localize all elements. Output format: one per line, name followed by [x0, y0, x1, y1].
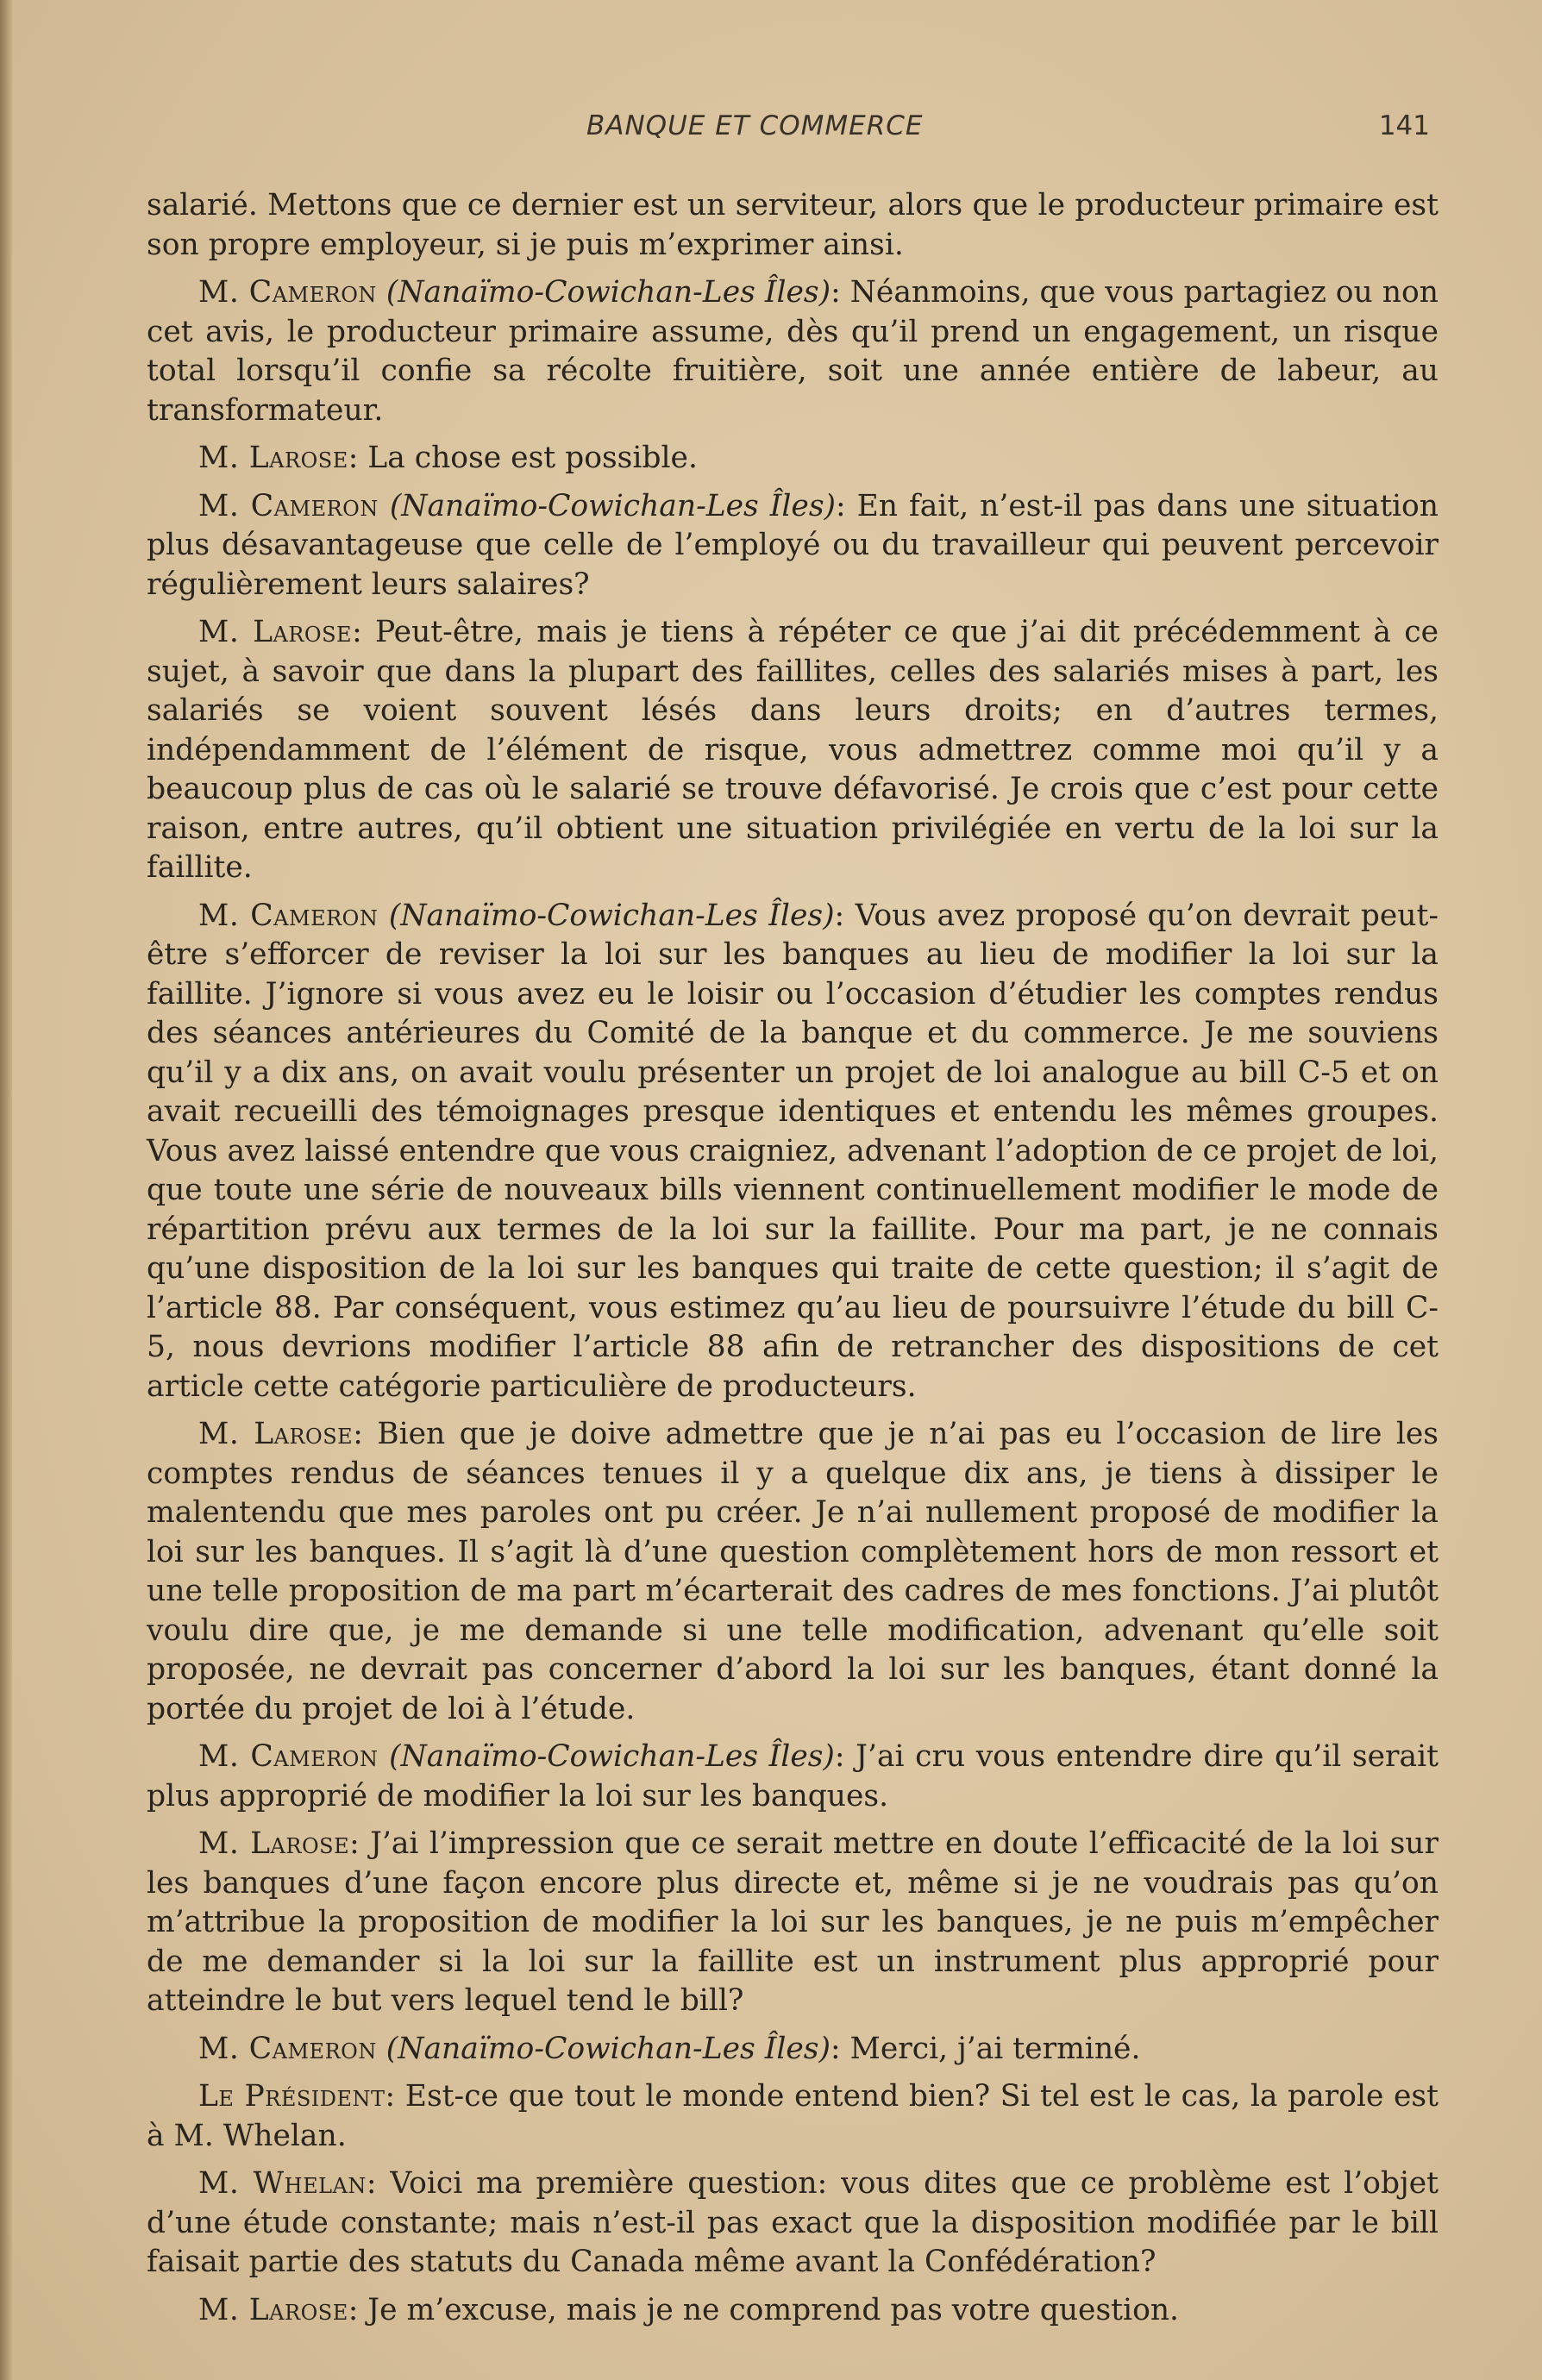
speaker-name: M. Cameron: [198, 1739, 379, 1774]
paragraph-text: : Bien que je doive admettre que je n’ai pas eu l’occasion de lire les comptes rendus de séances tenues il y a quelque dix ans, je tiens à dissiper le malentendu que mes paroles ont pu créer. Je n’ai nullement proposé de modifier la loi sur les banques. Il s’agit là d’une question complètement hors de mon ressort et une telle proposition de ma part m’écarterait des cadres de mes fonctions. J’ai plutôt voulu dire que, je me demande si une telle modification, advenant qu’elle soit proposée, ne devrait pas concerner d’abord la loi sur les banques, étant donné la portée du projet de loi à l’étude.: [147, 1417, 1439, 1726]
paragraph: [147, 1415, 1439, 1729]
speaker-name: M. Cameron: [198, 488, 379, 523]
speaker-name: M. Larose: [198, 2292, 348, 2327]
paragraph-text: : Peut-être, mais je tiens à répéter ce que j’ai dit précédemment à ce sujet, à savoir que dans la plupart des faillites, celles des salariés mises à part, les salariés se voient souvent lésés dans leurs droits; en d’autres termes, indépendamment de l’élément de risque, vous admettrez comme moi qu’il y a beaucoup plus de cas où le salarié se trouve défavorisé. Je crois que c’est pour cette raison, entre autres, qu’il obtient une situation privilégiée en vertu de la loi sur la faillite.: [147, 615, 1439, 885]
paragraph-text: : Néanmoins, que vous partagiez ou non cet avis, le producteur primaire assume, dès qu’il prend un engagement, un risque total lorsqu’il confie sa récolte fruitière, soit une année entière de labeur, au transformateur.: [147, 275, 1439, 428]
paragraph: [147, 186, 1439, 265]
speaker-riding: (Nanaïmo-Cowichan-Les Îles): [386, 275, 831, 310]
paragraph-text: salarié. Mettons que ce dernier est un serviteur, alors que le producteur primaire est son propre employeur, si je puis m’exprimer ainsi.: [147, 188, 1439, 262]
page-number: 141: [1378, 110, 1430, 141]
speaker-name: M. Cameron: [198, 275, 377, 310]
paragraph-text: : Vous avez proposé qu’on devrait peut-être s’efforcer de reviser la loi sur les banques au lieu de modifier la loi sur la faillite. J’ignore si vous avez eu le loisir ou l’occasion d’étudier les comptes rendus des séances antérieures du Comité de la banque et du commerce. Je me souviens qu’il y a dix ans, on avait voulu présenter un projet de loi analogue au bill C-5 et on avait recueilli des témoignages presque identiques et entendu les mêmes groupes. Vous avez laissé entendre que vous craigniez, advenant l’adoption de ce projet de loi, que toute une série de nouveaux bills viennent continuellement modifier le mode de répartition prévu aux termes de la loi sur la faillite. Pour ma part, je ne connais qu’une disposition de la loi sur les banques qui traite de cette question; il s’agit de l’article 88. Par conséquent, vous estimez qu’au lieu de poursuivre l’étude du bill C-5, nous devrions modifier l’article 88 afin de retrancher des dispositions de cet article cette catégorie particulière de producteurs.: [147, 898, 1439, 1404]
paragraph: [147, 487, 1439, 605]
speaker-name: Le Président: [198, 2079, 386, 2114]
speaker-name: M. Cameron: [198, 2031, 377, 2066]
paragraph: [147, 439, 1439, 479]
paragraph: [147, 897, 1439, 1407]
paragraph-text: : J’ai cru vous entendre dire qu’il serait plus approprié de modifier la loi sur les banques.: [147, 1739, 1439, 1813]
paragraph: [147, 2164, 1439, 2283]
speaker-name: M. Larose: [198, 615, 353, 649]
body-text: [147, 186, 1439, 2339]
paragraph: [147, 2030, 1439, 2070]
paragraph: [147, 273, 1439, 430]
paragraph-text: : Voici ma première question: vous dites que ce problème est l’objet d’une étude constante; mais n’est-il pas exact que la disposition modifiée par le bill faisait partie des statuts du Canada même avant la Confédération?: [147, 2166, 1439, 2279]
speaker-name: M. Larose: [198, 1826, 350, 1861]
page-binding-edge: [0, 0, 12, 2380]
speaker-riding: (Nanaïmo-Cowichan-Les Îles): [389, 488, 836, 523]
paragraph-text: : Est-ce que tout le monde entend bien? Si tel est le cas, la parole est à M. Whelan.: [147, 2079, 1439, 2153]
paragraph: [147, 1738, 1439, 1816]
speaker-riding: (Nanaïmo-Cowichan-Les Îles): [386, 2031, 831, 2066]
speaker-name: M. Cameron: [198, 898, 379, 933]
paragraph-text: : J’ai l’impression que ce serait mettre en doute l’efficacité de la loi sur les banques d’une façon encore plus directe et, même si je ne voudrais pas qu’on m’attribue la proposition de modifier la loi sur les banques, je ne puis m’empêcher de me demander si la loi sur la faillite est un instrument plus approprié pour atteindre le but vers lequel tend le bill?: [147, 1826, 1439, 2018]
paragraph: [147, 613, 1439, 888]
speaker-riding: (Nanaïmo-Cowichan-Les Îles): [389, 1739, 835, 1774]
paragraph-text: : La chose est possible.: [348, 441, 698, 475]
paragraph-text: : Je m’excuse, mais je ne comprend pas votre question.: [348, 2292, 1180, 2327]
paragraph: [147, 1825, 1439, 2021]
paragraph-text: : En fait, n’est-il pas dans une situation plus désavantageuse que celle de l’employé ou du travailleur qui peuvent percevoir régulièrement leurs salaires?: [147, 488, 1439, 602]
speaker-name: M. Larose: [198, 441, 348, 475]
paragraph-text: : Merci, j’ai terminé.: [830, 2031, 1141, 2066]
speaker-name: M. Larose: [198, 1417, 354, 1451]
running-head: BANQUE ET COMMERCE: [586, 110, 924, 141]
paragraph: [147, 2077, 1439, 2156]
speaker-riding: (Nanaïmo-Cowichan-Les Îles): [388, 898, 835, 933]
speaker-name: M. Whelan: [198, 2166, 367, 2201]
paragraph: [147, 2291, 1439, 2331]
page-header: [586, 110, 1456, 153]
